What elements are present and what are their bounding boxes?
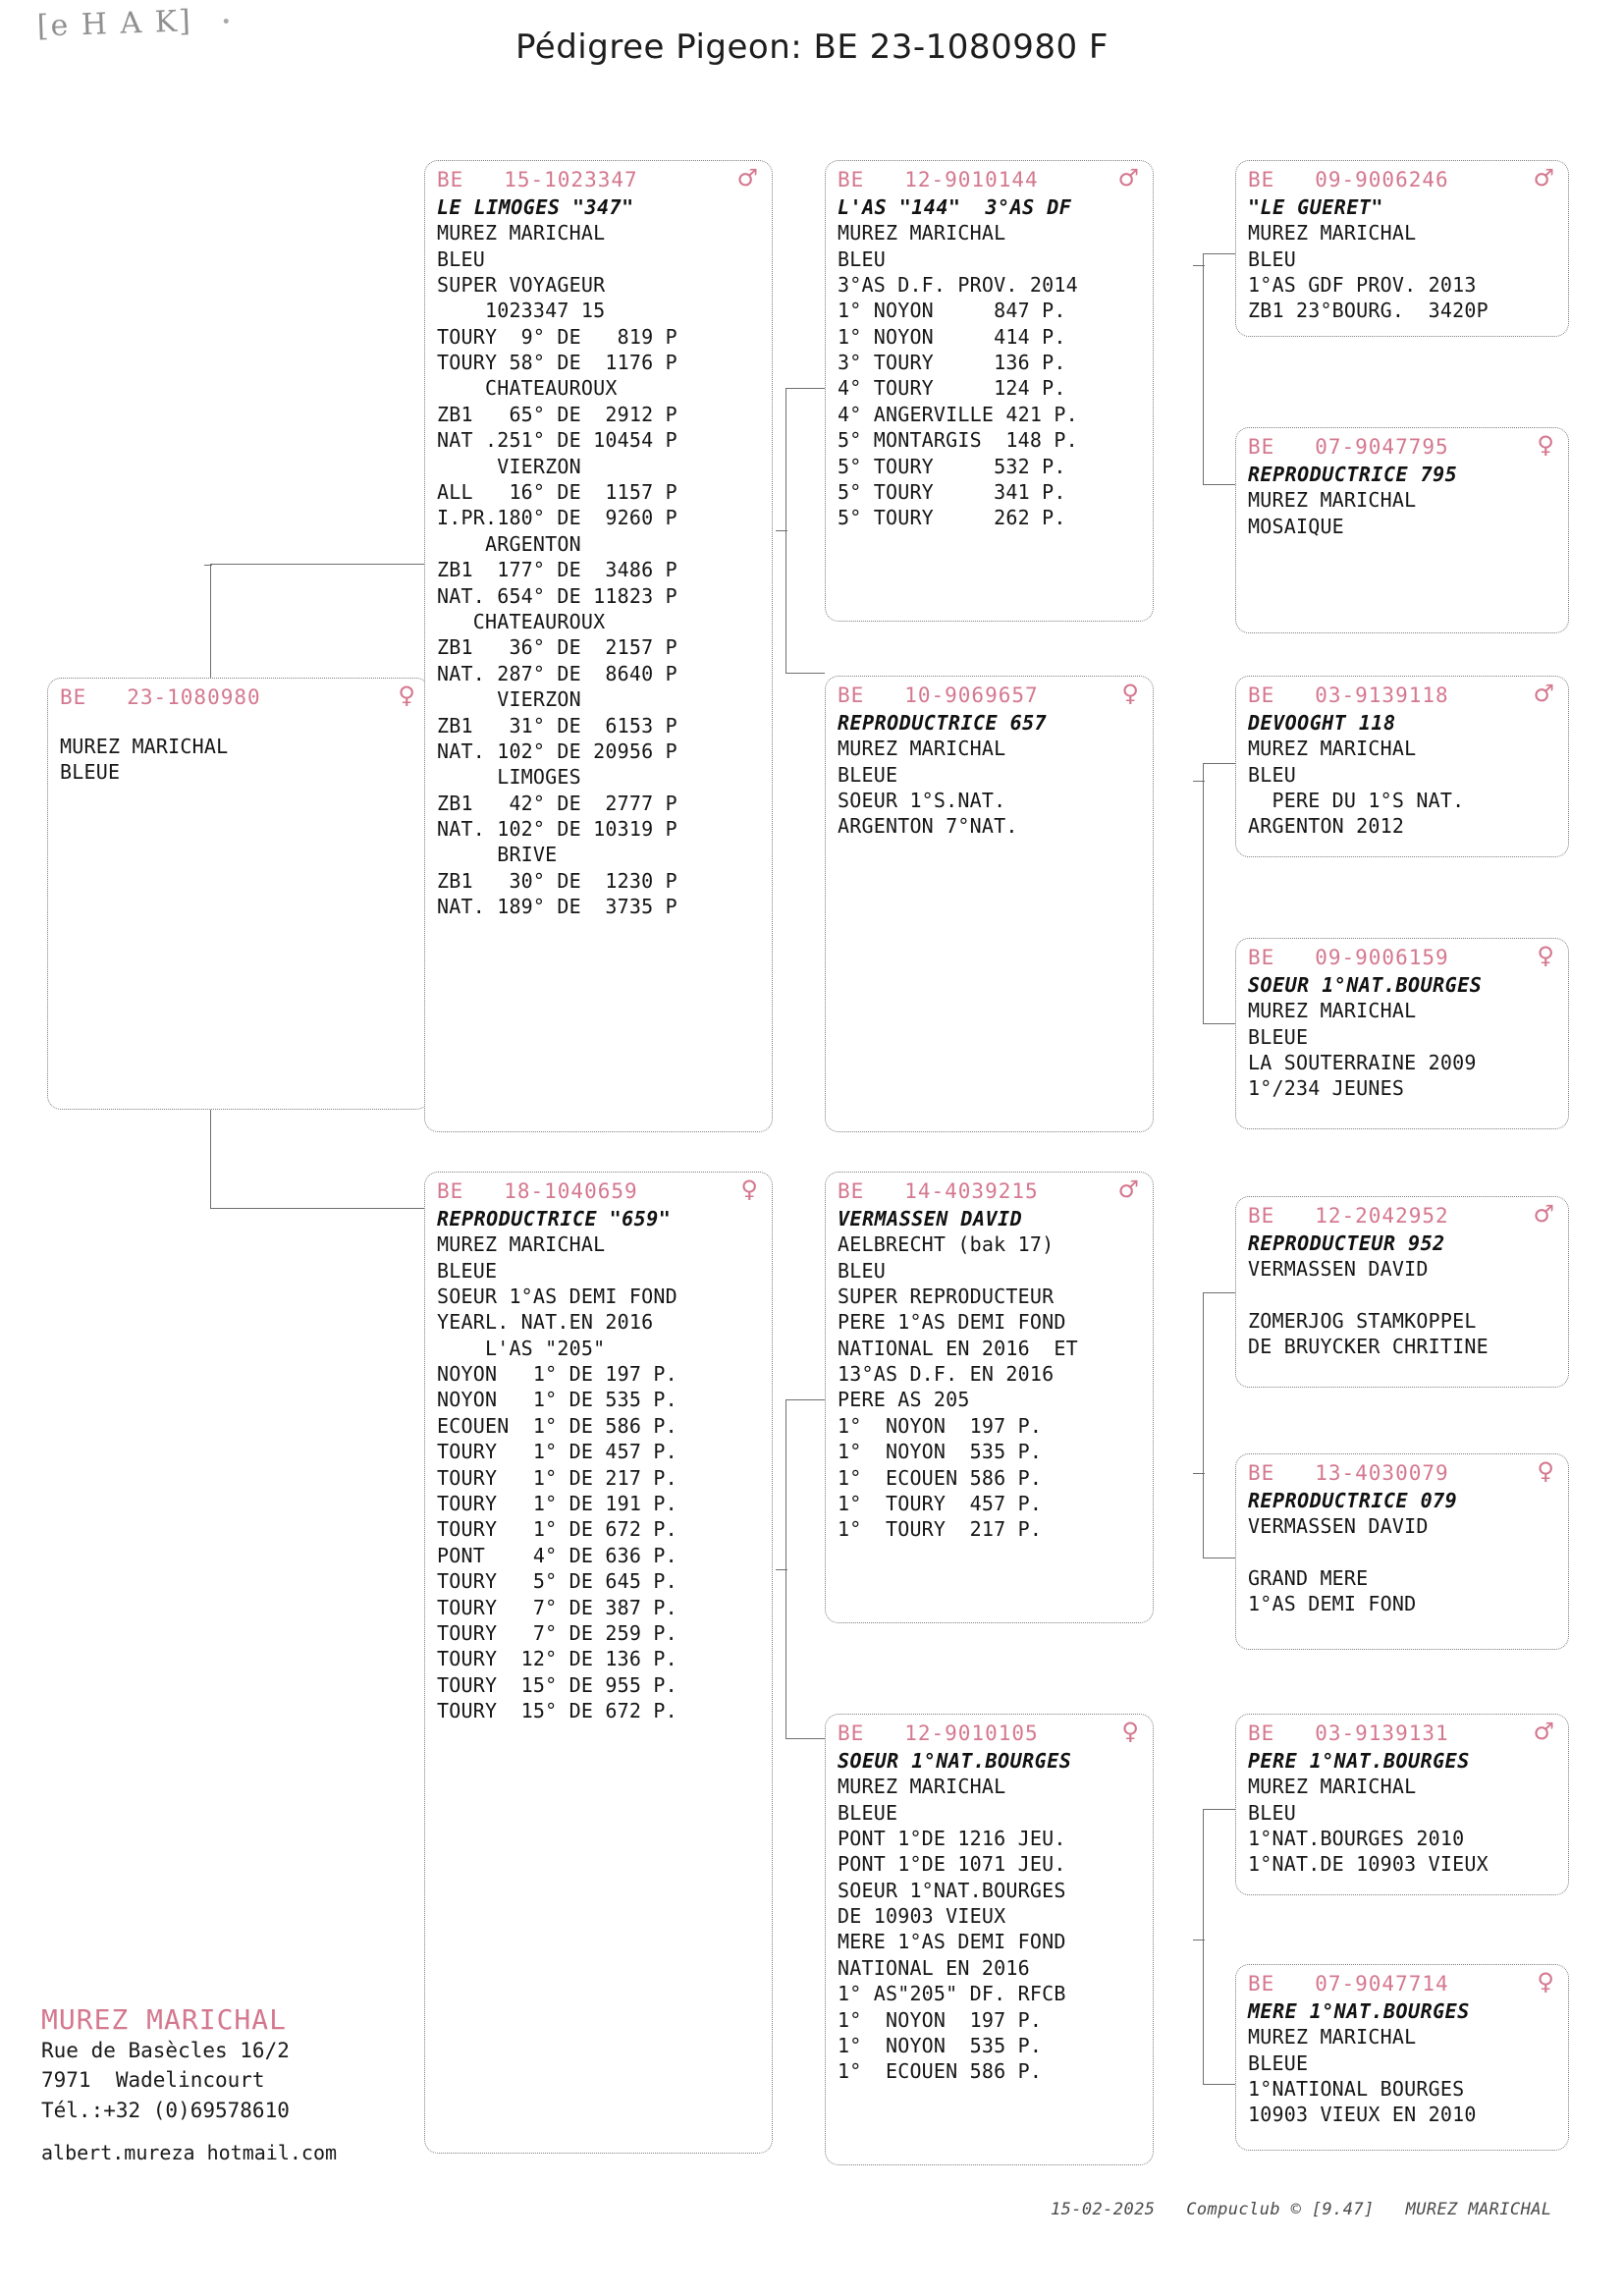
connector bbox=[1203, 253, 1237, 254]
detail-list: MUREZ MARICHAL BLEUE 1°NATIONAL BOURGES 10903 VIEUX EN 2010 bbox=[1248, 2025, 1477, 2127]
ring-number: BE 15-1023347 bbox=[437, 168, 638, 191]
detail-list: MUREZ MARICHAL BLEU 3°AS D.F. PROV. 2014 1° NOYON 847 P. 1° NOYON 414 P. 3° TOURY 136 P. 4° TOURY 124 P. 4° ANGERVILLE 421 P. 5° MONTARGIS 148 P. 5° TOURY 532 P. 5° TOURY 341 P. 5° TOURY 262 P. bbox=[838, 221, 1078, 530]
connector bbox=[1203, 763, 1237, 764]
nickname: REPRODUCTEUR 952 bbox=[1248, 1230, 1445, 1255]
sex-symbol: ♂ bbox=[1533, 1718, 1554, 1745]
nickname: VERMASSEN DAVID bbox=[838, 1206, 1023, 1230]
detail-list: VERMASSEN DAVID ZOMERJOG STAMKOPPEL DE BRUYCKER CHRITINE bbox=[1248, 1257, 1489, 1358]
nickname: REPRODUCTRICE 079 bbox=[1248, 1488, 1458, 1512]
ring-number: BE 12-9010144 bbox=[838, 168, 1039, 191]
detail-line: MUREZ MARICHAL bbox=[60, 734, 229, 758]
detail-list: AELBRECHT (bak 17) BLEU SUPER REPRODUCTEUR PERE 1°AS DEMI FOND NATIONAL EN 2016 ET 13°AS D.F. EN 2016 PERE AS 205 1° NOYON 197 P. 1° NOYON 535 P. 1° ECOUEN 586 P. 1° TOURY 457 P. 1° TOURY 217 P. bbox=[838, 1232, 1078, 1542]
detail-list: VERMASSEN DAVID GRAND MERE 1°AS DEMI FOND bbox=[1248, 1514, 1429, 1615]
connector bbox=[1203, 1809, 1204, 2084]
connector bbox=[785, 1399, 825, 1400]
breeder-address-2: 7971 Wadelincourt bbox=[41, 2068, 265, 2093]
sex-symbol: ♀ bbox=[1537, 942, 1554, 969]
sex-symbol: ♀ bbox=[1121, 1718, 1139, 1745]
detail-list: MUREZ MARICHAL MOSAIQUE bbox=[1248, 488, 1417, 538]
pedigree-card-gg1[interactable] bbox=[1235, 160, 1569, 337]
nickname: DEVOOGHT 118 bbox=[1248, 710, 1396, 735]
ring-number: BE 13-4030079 bbox=[1248, 1461, 1449, 1485]
ring-number: BE 07-9047714 bbox=[1248, 1972, 1449, 1995]
ring-number: BE 18-1040659 bbox=[437, 1179, 638, 1203]
pedigree-card-gg6[interactable] bbox=[1235, 1453, 1569, 1650]
breeder-email: albert.mureza hotmail.com bbox=[41, 2141, 338, 2165]
nickname: REPRODUCTRICE 657 bbox=[838, 710, 1048, 735]
sex-symbol: ♀ bbox=[1121, 680, 1139, 707]
sex-symbol: ♂ bbox=[736, 164, 758, 191]
detail-list: MUREZ MARICHAL BLEU 1°AS GDF PROV. 2013 ZB1 23°BOURG. 3420P bbox=[1248, 221, 1489, 323]
detail-list: MUREZ MARICHAL BLEUE LA SOUTERRAINE 2009 1°/234 JEUNES bbox=[1248, 999, 1477, 1101]
sex-symbol: ♀ bbox=[1537, 1968, 1554, 1995]
connector bbox=[776, 1569, 787, 1570]
ring-number: BE 12-9010105 bbox=[838, 1722, 1039, 1745]
detail-list: MUREZ MARICHAL BLEUE SOEUR 1°S.NAT. ARGENTON 7°NAT. bbox=[838, 737, 1018, 839]
pedigree-card-sire-sire[interactable] bbox=[825, 160, 1154, 622]
connector bbox=[1203, 2084, 1237, 2085]
ring-number: BE 10-9069657 bbox=[838, 683, 1039, 707]
footer-note: 15-02-2025 Compuclub © [9.47] MUREZ MARICHAL bbox=[1051, 2200, 1552, 2219]
connector bbox=[1193, 1473, 1205, 1474]
nickname: LE LIMOGES "347" bbox=[437, 194, 634, 219]
ring-number: BE 03-9139131 bbox=[1248, 1722, 1449, 1745]
nickname: L'AS "144" 3°AS DF bbox=[838, 194, 1072, 219]
pedigree-card-subject[interactable] bbox=[47, 678, 430, 1110]
ring-number: BE 03-9139118 bbox=[1248, 683, 1449, 707]
connector bbox=[1203, 484, 1237, 485]
pen-dot bbox=[224, 19, 229, 24]
connector bbox=[1193, 781, 1205, 782]
sex-symbol: ♀ bbox=[740, 1175, 758, 1203]
connector bbox=[1203, 1809, 1237, 1810]
breeder-address-1: Rue de Basècles 16/2 bbox=[41, 2039, 290, 2062]
connector bbox=[1193, 265, 1205, 266]
pedigree-card-dam-dam[interactable] bbox=[825, 1714, 1154, 2165]
page-title: Pédigree Pigeon: BE 23-1080980 F bbox=[515, 27, 1109, 67]
breeder-name: MUREZ MARICHAL bbox=[41, 2003, 288, 2036]
connector bbox=[785, 673, 825, 674]
pedigree-card-sire-dam[interactable] bbox=[825, 676, 1154, 1132]
pedigree-card-dam[interactable] bbox=[424, 1172, 773, 2154]
pedigree-card-gg5[interactable] bbox=[1235, 1196, 1569, 1388]
nickname: REPRODUCTRICE 795 bbox=[1248, 462, 1458, 486]
nickname: REPRODUCTRICE "659" bbox=[437, 1206, 672, 1230]
pedigree-card-gg8[interactable] bbox=[1235, 1964, 1569, 2151]
nickname: SOEUR 1°NAT.BOURGES bbox=[1248, 972, 1483, 997]
sex-symbol: ♀ bbox=[1537, 431, 1554, 459]
detail-list: MUREZ MARICHAL BLEU PERE DU 1°S NAT. ARGENTON 2012 bbox=[1248, 737, 1465, 839]
nickname: PERE 1°NAT.BOURGES bbox=[1248, 1748, 1470, 1773]
ring-number: BE 12-2042952 bbox=[1248, 1204, 1449, 1228]
connector bbox=[785, 1738, 825, 1739]
handwritten-annotation: [e H A K] bbox=[36, 2, 244, 56]
connector bbox=[1193, 1940, 1205, 1941]
sex-symbol: ♂ bbox=[1533, 680, 1554, 707]
nickname: "LE GUERET" bbox=[1248, 194, 1383, 219]
detail-list: MUREZ MARICHAL BLEUE SOEUR 1°AS DEMI FOND YEARL. NAT.EN 2016 L'AS "205" NOYON 1° DE 197 P. NOYON 1° DE 535 P. ECOUEN 1° DE 586 P. TOURY 1° DE 457 P. TOURY 1° DE 217 P. TOURY 1° DE 191 P. TOURY 1° DE 672 P. PONT 4° DE 636 P. TOURY 5° DE 645 P. TOURY 7° DE 387 P. TOURY 7° DE 259 P. TOURY 12° DE 136 P. TOURY 15° DE 955 P. TOURY 15° DE 672 P. bbox=[437, 1232, 677, 1723]
sex-symbol: ♂ bbox=[1117, 164, 1139, 191]
ring-number: BE 09-9006246 bbox=[1248, 168, 1449, 191]
sex-symbol: ♂ bbox=[1533, 164, 1554, 191]
ring-number: BE 23-1080980 bbox=[60, 685, 261, 709]
pedigree-card-gg7[interactable] bbox=[1235, 1714, 1569, 1895]
sex-symbol: ♀ bbox=[1537, 1457, 1554, 1485]
connector bbox=[785, 388, 825, 389]
breeder-block bbox=[41, 2003, 463, 2164]
breeder-phone: Tél.:+32 (0)69578610 bbox=[41, 2098, 290, 2122]
connector bbox=[1203, 1292, 1204, 1558]
sex-symbol: ♂ bbox=[1533, 1200, 1554, 1228]
pedigree-card-dam-sire[interactable] bbox=[825, 1172, 1154, 1623]
ring-number: BE 14-4039215 bbox=[838, 1179, 1039, 1203]
detail-list: MUREZ MARICHAL BLEU 1°NAT.BOURGES 2010 1°NAT.DE 10903 VIEUX bbox=[1248, 1775, 1489, 1877]
nickname: SOEUR 1°NAT.BOURGES bbox=[838, 1748, 1072, 1773]
detail-line: BLEUE bbox=[60, 760, 121, 785]
connector bbox=[1203, 1023, 1237, 1024]
detail-list: MUREZ MARICHAL BLEUE PONT 1°DE 1216 JEU. PONT 1°DE 1071 JEU. SOEUR 1°NAT.BOURGES DE 10903 VIEUX MERE 1°AS DEMI FOND NATIONAL EN 2016 1° AS"205" DF. RFCB 1° NOYON 197 P. 1° NOYON 535 P. 1° ECOUEN 586 P. bbox=[838, 1775, 1066, 2084]
connector bbox=[1203, 763, 1204, 1023]
sex-symbol: ♀ bbox=[398, 682, 415, 709]
sex-symbol: ♂ bbox=[1117, 1175, 1139, 1203]
connector bbox=[776, 530, 787, 531]
detail-list: MUREZ MARICHAL BLEU SUPER VOYAGEUR 1023347 15 TOURY 9° DE 819 P TOURY 58° DE 1176 P CHATEAUROUX ZB1 65° DE 2912 P NAT .251° DE 10454 P VIERZON ALL 16° DE 1157 P I.PR.180° DE 9260 P ARGENTON ZB1 177° DE 3486 P NAT. 654° DE 11823 P CHATEAUROUX ZB1 36° DE 2157 P NAT. 287° DE 8640 P VIERZON ZB1 31° DE 6153 P NAT. 102° DE 20956 P LIMOGES ZB1 42° DE 2777 P NAT. 102° DE 10319 P BRIVE ZB1 30° DE 1230 P NAT. 189° DE 3735 P bbox=[437, 221, 677, 919]
ring-number: BE 07-9047795 bbox=[1248, 435, 1449, 459]
connector bbox=[210, 564, 424, 565]
connector bbox=[210, 1208, 424, 1209]
pedigree-card-gg4[interactable] bbox=[1235, 938, 1569, 1129]
pedigree-card-sire[interactable] bbox=[424, 160, 773, 1132]
connector bbox=[1203, 253, 1204, 484]
nickname: MERE 1°NAT.BOURGES bbox=[1248, 1998, 1470, 2023]
ring-number: BE 09-9006159 bbox=[1248, 946, 1449, 969]
pedigree-card-gg3[interactable] bbox=[1235, 676, 1569, 857]
pedigree-card-gg2[interactable] bbox=[1235, 427, 1569, 633]
connector bbox=[1203, 1292, 1237, 1293]
